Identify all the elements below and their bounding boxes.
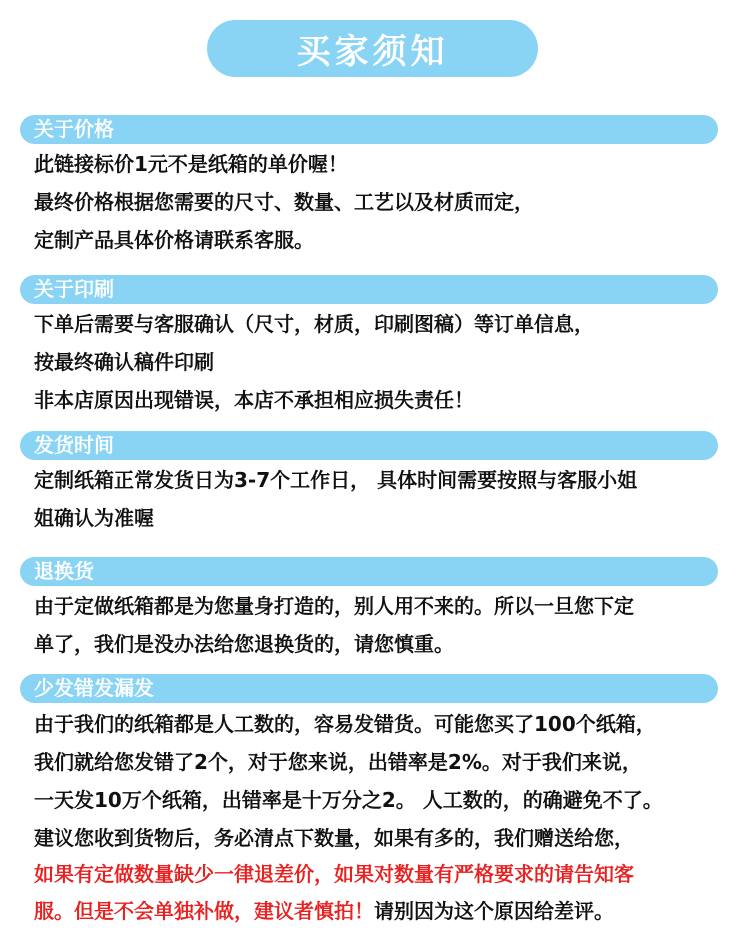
section-header-quantity-errors: [20, 674, 718, 703]
quantity-text-line: 一天发10万个纸箱，出错率是十万分之2。 人工数的，的确避免不了。: [34, 788, 663, 812]
quantity-warning-line: 如果有定做数量缺少一律退差价，如果对数量有严格要求的请告知客: [34, 862, 634, 886]
page-title: 买家须知: [296, 32, 449, 72]
quantity-text-line: 我们就给您发错了2个，对于您来说，出错率是2%。对于我们来说，: [34, 750, 642, 774]
price-text-line: 最终价格根据您需要的尺寸、数量、工艺以及材质而定，: [34, 190, 534, 214]
price-text-line: 定制产品具体价格请联系客服。: [34, 228, 314, 252]
section-header-returns: [20, 557, 718, 586]
returns-text-line: 单了，我们是没办法给您退换货的，请您慎重。: [34, 632, 454, 656]
section-heading: 关于印刷: [34, 277, 114, 301]
section-header-printing: [20, 275, 718, 304]
shipping-text-line: 定制纸箱正常发货日为3-7个工作日， 具体时间需要按照与客服小姐: [34, 468, 638, 492]
quantity-text-line: 建议您收到货物后，务必清点下数量，如果有多的，我们赠送给您，: [34, 826, 634, 850]
section-heading: 少发错发漏发: [34, 676, 154, 700]
section-header-price: [20, 115, 718, 144]
quantity-tail-text: 请别因为这个原因给差评。: [374, 899, 614, 923]
printing-text-line: 按最终确认稿件印刷: [34, 350, 214, 374]
section-heading: 发货时间: [34, 433, 114, 457]
quantity-warning-text: 服。但是不会单独补做，建议者慎拍！: [34, 899, 374, 923]
section-heading: 退换货: [34, 559, 94, 583]
title-banner: [207, 20, 538, 77]
price-text-line: 此链接标价1元不是纸箱的单价喔！: [34, 152, 348, 176]
quantity-final-line: [34, 897, 614, 925]
printing-text-line: 下单后需要与客服确认（尺寸，材质，印刷图稿）等订单信息，: [34, 312, 594, 336]
section-header-shipping: [20, 431, 718, 460]
returns-text-line: 由于定做纸箱都是为您量身打造的，别人用不来的。所以一旦您下定: [34, 594, 634, 618]
section-heading: 关于价格: [34, 117, 114, 141]
printing-text-line: 非本店原因出现错误，本店不承担相应损失责任！: [34, 388, 474, 412]
quantity-text-line: 由于我们的纸箱都是人工数的，容易发错货。可能您买了100个纸箱，: [34, 712, 656, 736]
shipping-text-line: 姐确认为准喔: [34, 506, 154, 530]
